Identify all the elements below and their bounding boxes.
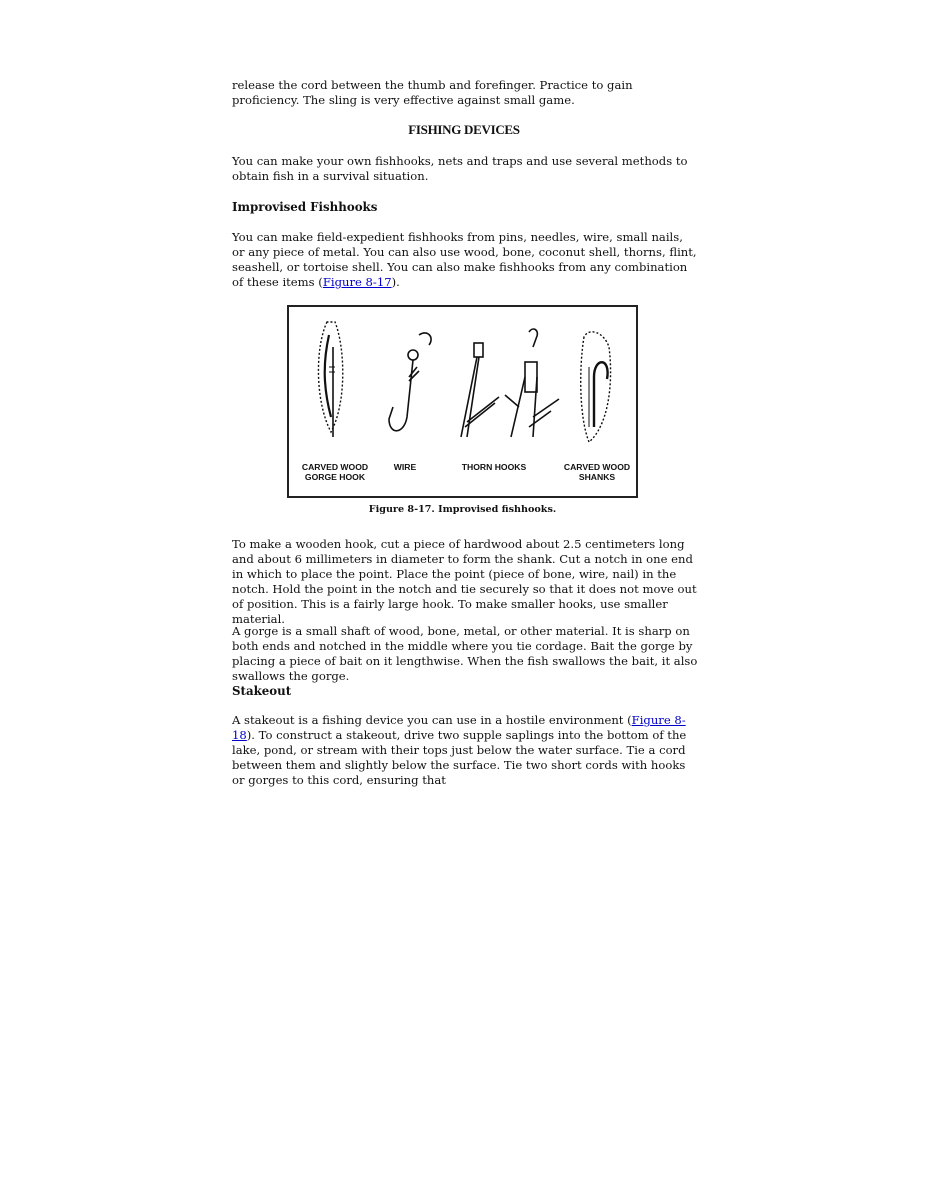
figure-8-18-link[interactable]: Figure 8-18: [232, 713, 686, 742]
gorge-hook-drawing: [318, 322, 342, 437]
figure-caption: Figure 8-17. Improvised fishhooks.: [368, 504, 557, 515]
stakeout-paragraph: [232, 713, 698, 788]
fishhooks-heading: Improvised Fishhooks: [232, 200, 378, 214]
fishhooks-p1-text: You can make field-expedient fishhooks from pins, needles, wire, small nails, or any piece of metal. You can also use wood, bone, coconut shell, thorns, flint, seashell, or tortoise shell. You can also make fishhooks from any combination of these items (: [232, 230, 697, 289]
stakeout-text: A stakeout is a fishing device you can use in a hostile environment (: [232, 713, 632, 727]
intro-paragraph: release the cord between the thumb and forefinger. Practice to gain proficiency. The sling is very effective against small game.: [232, 78, 633, 107]
figure-label-wire: WIRE: [393, 462, 417, 472]
wire-hook-drawing: [389, 333, 431, 431]
section-title: FISHING DEVICES: [408, 122, 520, 137]
fishhooks-paragraph-3: A gorge is a small shaft of wood, bone, metal, or other material. It is sharp on both ends and notched in the middle where you tie cordage. Bait the gorge by placing a piece of bait on it lengthwise. When the fish swallows the bait, it also swallows the gorge.: [232, 624, 698, 683]
stakeout-heading: Stakeout: [232, 684, 292, 698]
figure-label-thorn: THORN HOOKS: [461, 462, 527, 472]
carved-shank-drawing: [581, 332, 611, 442]
section-intro-paragraph: You can make your own fishhooks, nets and traps and use several methods to obtain fish in a survival situation.: [232, 154, 688, 183]
thorn-hook-1-drawing: [461, 343, 499, 437]
stakeout-text-end: ). To construct a stakeout, drive two supple saplings into the bottom of the lake, pond, or stream with their tops just below the water surface. Tie a cord between them and slightly below the surface. Tie two short cords with hooks or gorges to this cord, ensuring that: [232, 728, 687, 787]
fishhooks-p1-end: ).: [391, 275, 400, 289]
fishhooks-paragraph-1: [232, 230, 698, 290]
figure-label-shank: CARVED WOOD SHANKS: [563, 462, 631, 482]
figure-label-gorge: CARVED WOOD GORGE HOOK: [301, 462, 369, 482]
fishhooks-figure: [287, 305, 638, 498]
thorn-hook-2-drawing: [505, 329, 559, 437]
fishhooks-paragraph-2: To make a wooden hook, cut a piece of hardwood about 2.5 centimeters long and about 6 millimeters in diameter to form the shank. Cut a notch in one end in which to place the point. Place the point (piece of bone, wire, nail) in the notch. Hold the point in the notch and tie securely so that it does not move out of position. This is a fairly large hook. To make smaller hooks, use smaller material.: [232, 537, 697, 626]
figure-8-17-link[interactable]: Figure 8-17: [322, 275, 392, 289]
